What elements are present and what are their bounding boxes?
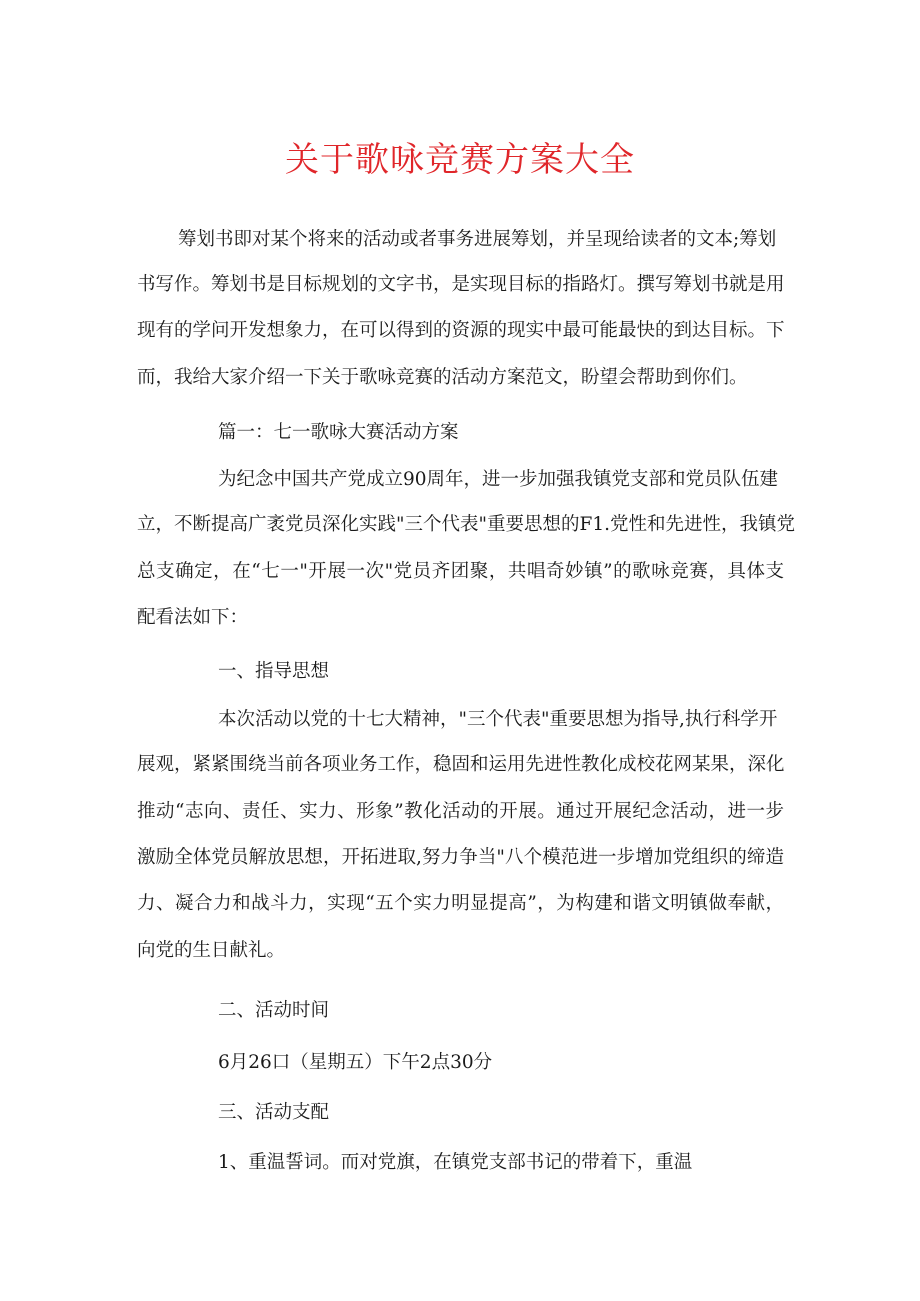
activity-time: 6月26口（星期五）下午2点30分 <box>218 1052 493 1073</box>
intro-line-1: 筹划书即对某个将来的活动或者事务进展筹划，并呈现给读者的文本;筹划 <box>178 229 777 250</box>
section1-heading: 一、指导思想 <box>218 661 330 682</box>
item1-line: 1、重温誓词。而对党旗，在镇党支部书记的带着下，重温 <box>218 1152 693 1173</box>
para2-line-6: 向党的生日献礼。 <box>137 940 286 961</box>
para2-line-3: 推动“志向、责任、实力、形象”教化活动的开展。通过开展纪念活动，进一步 <box>137 801 784 822</box>
para2-line-1: 本次活动以党的十七大精神，"三个代表"重要思想为指导,执行科学开 <box>218 709 778 730</box>
section2-heading: 二、活动时间 <box>218 1000 330 1021</box>
para1-line-1: 为纪念中国共产党成立90周年，进一步加强我镇党支部和党员队伍建 <box>218 469 779 490</box>
intro-line-3: 现有的学问开发想象力，在可以得到的资源的现实中最可能最快的到达目标。下 <box>137 320 785 341</box>
chapter-heading: 篇一：七一歌咏大赛活动方案 <box>218 422 459 443</box>
document-title: 关于歌咏竞赛方案大全 <box>285 140 635 180</box>
intro-line-2: 书写作。筹划书是目标规划的文字书，是实现目标的指路灯。撰写筹划书就是用 <box>137 274 785 295</box>
para1-line-4: 配看法如下： <box>137 607 249 628</box>
intro-line-4: 而，我给大家介绍一下关于歌咏竞赛的活动方案范文，盼望会帮助到你们。 <box>137 367 748 388</box>
para1-line-2: 立，不断提高广袤党员深化实践"三个代表"重要思想的F1.党性和先进性，我镇党 <box>137 514 796 535</box>
para2-line-5: 力、凝合力和战斗力，实现“五个实力明显提高”，为构建和谐文明镇做奉献， <box>137 893 784 914</box>
para1-line-3: 总支确定，在“七一"开展一次"党员齐团聚，共唱奇妙镇”的歌咏竞赛，具体支 <box>137 561 784 582</box>
para2-line-4: 激励全体党员解放思想，开拓进取,努力争当"八个模范进一步增加党组织的缔造 <box>137 847 784 868</box>
section3-heading: 三、活动支配 <box>218 1102 330 1123</box>
para2-line-2: 展观，紧紧围绕当前各项业务工作，稳固和运用先进性教化成校花网某果，深化 <box>137 754 785 775</box>
